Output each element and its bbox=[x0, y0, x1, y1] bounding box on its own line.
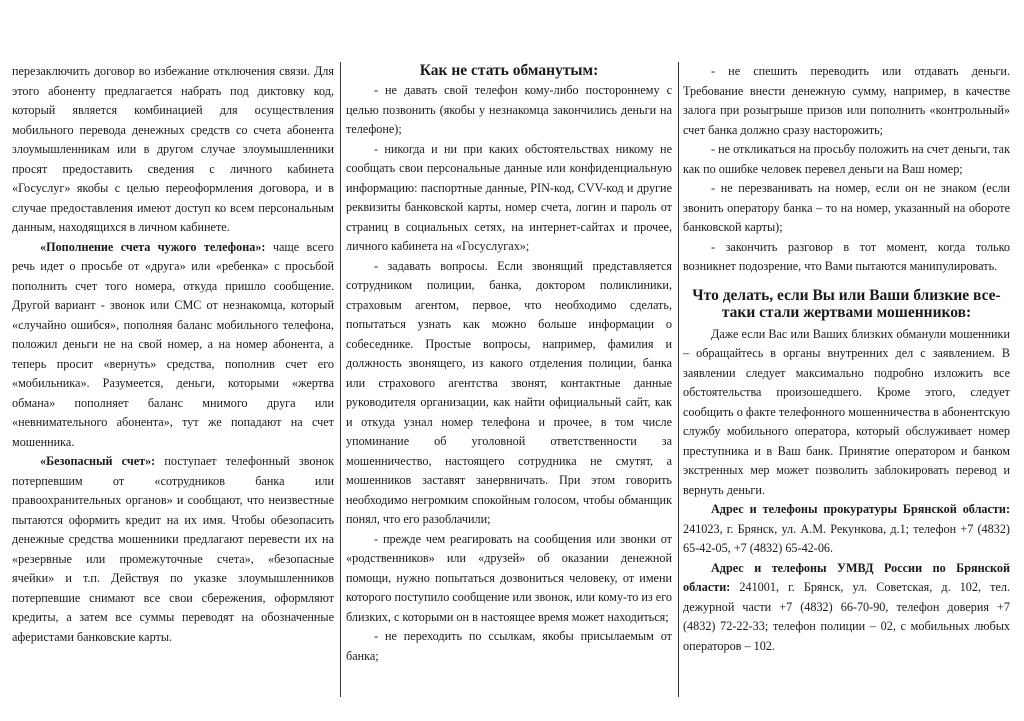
term-top-up-phone: «Пополнение счета чужого телефона»: bbox=[40, 239, 266, 254]
column-left bbox=[12, 62, 334, 712]
heading-what-to-do: Что делать, если Вы или Ваши близкие все-таки стали жертвами мошенников: bbox=[692, 286, 1001, 321]
text-top-up-phone: чаще всего речь идет о просьбе от «друга» или «ребенка» с просьбой пополнить счет того номера, откуда пришло сообщение. Другой вариант - звонок или СМС от незнакомца, который «случайно ошибся», пополняя баланс мобильного телефона, положил деньги не на свой номер, а на номер абонента, а теперь просит «вернуть» средства, пополнив счет его «мобильника». Разумеется, деньги, которыми «жертва обмана» пополняет баланс мнимого друга или «невнимательного абонента», тут же попадают на счет мошенника. bbox=[12, 239, 334, 449]
column-divider-left bbox=[340, 62, 341, 697]
list-item: - не давать свой телефон кому-либо постороннему с целью позвонить (якобы у незнакомца закончились деньги на телефоне); bbox=[346, 83, 672, 136]
heading-how-not-be-deceived: Как не стать обманутым: bbox=[419, 62, 599, 79]
text-prosecutor-contacts: 241023, г. Брянск, ул. А.М. Рекункова, д.1; телефон +7 (4832) 65-42-05, +7 (4832) 65-42-06. bbox=[683, 521, 1010, 555]
paragraph-prosecutor-contacts bbox=[683, 500, 1010, 559]
list-item: - задавать вопросы. Если звонящий представляется сотрудником полиции, банка, доктором поликлиники, страховым агентом, первое, что необходимо сделать, попытаться узнать как можно больше информации о собеседнике. Простые вопросы, например, фамилия и должность звонящего, из какого отделения полиции, банка или страхового агентства звонят, контактные данные руководителя организации, как найти официальный сайт, как и откуда узнал номер телефона и прочее, в том числе упоминание об уголовной ответственности за мошенничество, настоящего сотрудника не смутят, а мошенников заставят занервничать. При этом говорить необходимо негромким спокойным голосом, чтобы обманщик понял, что его разоблачили; bbox=[346, 258, 672, 526]
list-item: - не откликаться на просьбу положить на счет деньги, так как по ошибке человек перевел деньги на Ваш номер; bbox=[683, 142, 1010, 176]
term-safe-account: «Безопасный счет»: bbox=[40, 454, 156, 468]
paragraph-top-up-phone bbox=[12, 238, 334, 453]
paragraph-police-contacts bbox=[683, 559, 1010, 657]
column-right bbox=[683, 62, 1010, 712]
list-item: - не спешить переводить или отдавать деньги. Требование внести денежную сумму, например, в качестве залога при розыгрыше призов или пополнить «контрольный» счет банка должно сразу насторожить; bbox=[683, 64, 1010, 137]
paragraph-safe-account bbox=[12, 452, 334, 647]
column-divider-right bbox=[678, 62, 679, 697]
list-item: - не переходить по ссылкам, якобы присылаемым от банка; bbox=[346, 629, 672, 663]
text-safe-account: поступает телефонный звонок потерпевшим от «сотрудников банка или правоохранительных органов» и сообщают, что неизвестные пытаются оформить кредит на их имя. Чтобы обезопасить денежные средства мошенники предлагают перевести их на «резервные или промежуточные счета», «безопасные ячейки» и т.п. Действуя по указке злоумышленников потерпевшие снимают все свои сбережения, оформляют кредиты, а затем все суммы переводят на обозначенные аферистами банковские карты. bbox=[12, 454, 334, 644]
text-police-contacts: 241001, г. Брянск, ул. Советская, д. 102, тел. дежурной части +7 (4832) 66-70-90, телефон доверия +7 (4832) 72-22-33; телефон полиции – 02, с мобильных любых операторов – 102. bbox=[683, 580, 1010, 653]
column-middle bbox=[346, 62, 672, 712]
list-item: - прежде чем реагировать на сообщения или звонки от «родственников» или «друзей» об оказании денежной помощи, нужно попытаться дозвониться человеку, от имени которого поступило сообщение или звонок, или кому-то из его близких, с которыми он в настоящее время может находиться; bbox=[346, 531, 672, 624]
paragraph-report: Даже если Вас или Ваших близких обманули мошенники – обращайтесь в органы внутренних дел с заявлением. В заявлении следует максимально подробно изложить все обстоятельства произошедшего. Кроме этого, следует сообщить о факте телефонного мошенничества в абонентскую службу мобильного оператора, который обслуживает номер преступника и в Ваш банк. Принятие оператором и банком экстренных мер может позволить заблокировать перевод и вернуть деньги. bbox=[683, 326, 1010, 497]
list-item: - не перезванивать на номер, если он не знаком (если звонить оператору банка – то на номер, указанный на обороте банковской карты); bbox=[683, 181, 1010, 234]
list-item: - никогда и ни при каких обстоятельствах никому не сообщать свои персональные данные или конфиденциальную информацию: паспортные данные, PIN-код, CVV-код и другие реквизиты банковской карты, номер счета, логин и пароль от страниц в социальных сетях, на интернет-сайтах и прочее, личного кабинета на «Госуслугах»; bbox=[346, 141, 672, 253]
list-item: - закончить разговор в тот момент, когда только возникнет подозрение, что Вами пытаются манипулировать. bbox=[683, 239, 1010, 273]
paragraph-contract: перезаключить договор во избежание отключения связи. Для этого абоненту предлагается набрать под диктовку код, который является комбинацией для осуществления мобильного перевода денежных средств со счета абонента злоумышленникам или в другом случае злоумышленники просят предоставить сведения с личного кабинета «Госуслуг» якобы с целью переоформления договора, и в случае предоставления имеют доступ ко всем персональным данным, находящихся в личном кабинете. bbox=[12, 64, 334, 234]
label-prosecutor-contacts: Адрес и телефоны прокуратуры Брянской области: bbox=[711, 502, 1010, 516]
label-police-contacts: Адрес и телефоны УМВД России по Брянской области: bbox=[683, 560, 1010, 594]
